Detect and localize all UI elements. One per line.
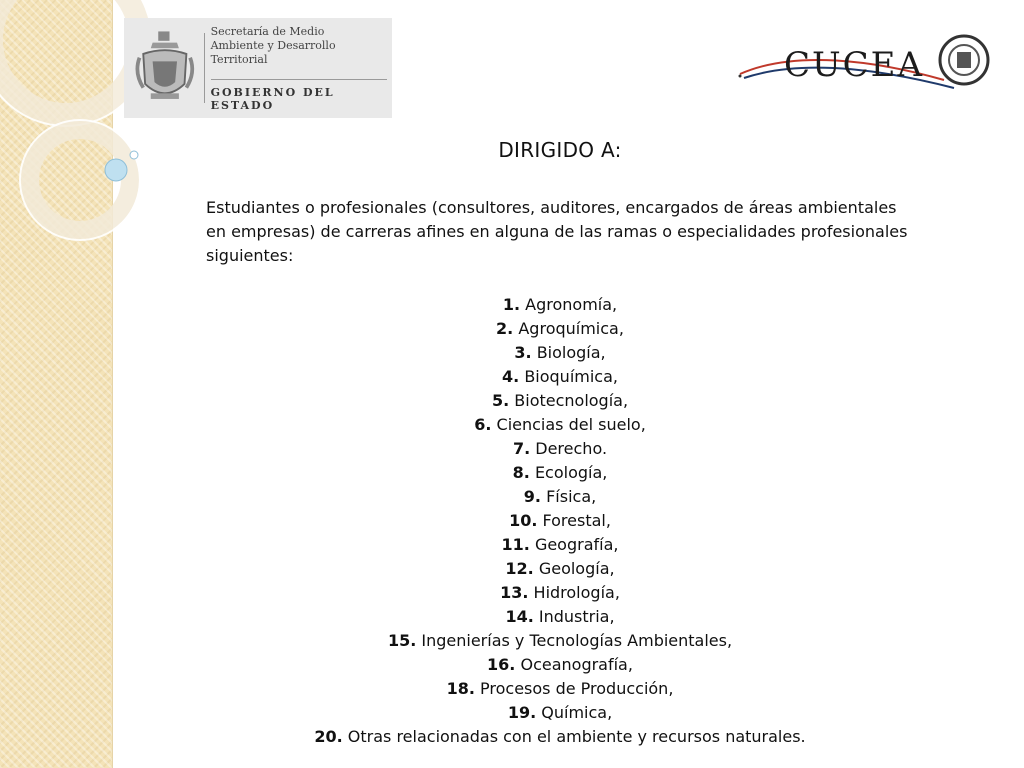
career-name: Ciencias del suelo, bbox=[496, 415, 646, 434]
career-name: Hidrología, bbox=[533, 583, 620, 602]
career-name: Biotecnología, bbox=[514, 391, 629, 410]
career-number: 13. bbox=[500, 583, 529, 602]
cucea-wordmark: CUCEA bbox=[784, 45, 925, 85]
career-name: Química, bbox=[541, 703, 613, 722]
government-logo bbox=[124, 18, 392, 118]
career-number: 11. bbox=[501, 535, 530, 554]
career-name: Agroquímica, bbox=[518, 319, 624, 338]
career-number: 2. bbox=[496, 319, 514, 338]
career-number: 16. bbox=[487, 655, 516, 674]
career-item bbox=[160, 629, 960, 653]
career-item bbox=[160, 533, 960, 557]
career-name: Geografía, bbox=[534, 535, 619, 554]
career-item bbox=[160, 413, 960, 437]
career-name: Procesos de Producción, bbox=[480, 679, 674, 698]
career-number: 20. bbox=[314, 727, 343, 746]
career-number: 6. bbox=[474, 415, 492, 434]
career-name: Geología, bbox=[538, 559, 615, 578]
career-number: 9. bbox=[523, 487, 541, 506]
career-number: 14. bbox=[505, 607, 534, 626]
career-name: Bioquímica, bbox=[524, 367, 618, 386]
career-number: 5. bbox=[491, 391, 510, 410]
career-item bbox=[160, 581, 960, 605]
secretaria-line-2: Ambiente y Desarrollo Territorial bbox=[210, 38, 336, 66]
career-name: Oceanografía, bbox=[520, 655, 633, 674]
career-name: Forestal, bbox=[542, 511, 611, 530]
career-number: 12. bbox=[505, 559, 534, 578]
career-item bbox=[160, 293, 960, 317]
career-name: Industria, bbox=[538, 607, 615, 626]
career-item bbox=[160, 485, 960, 509]
logo-rule bbox=[211, 79, 387, 80]
career-number: 7. bbox=[512, 439, 531, 458]
career-name: Ecología, bbox=[534, 463, 608, 482]
career-item bbox=[160, 461, 960, 485]
page-title: DIRIGIDO A: bbox=[498, 138, 622, 162]
career-item bbox=[160, 437, 960, 461]
career-item bbox=[160, 341, 960, 365]
career-number: 18. bbox=[446, 679, 475, 698]
cucea-logo bbox=[734, 30, 996, 94]
career-item bbox=[160, 365, 960, 389]
career-number: 8. bbox=[512, 463, 530, 482]
career-item bbox=[160, 725, 960, 749]
career-name: Otras relacionadas con el ambiente y recursos naturales. bbox=[347, 727, 806, 746]
career-number: 10. bbox=[509, 511, 538, 530]
career-item bbox=[160, 701, 960, 725]
career-name: Agronomía, bbox=[525, 295, 618, 314]
career-number: 1. bbox=[502, 295, 521, 314]
career-item bbox=[160, 389, 960, 413]
career-name: Física, bbox=[546, 487, 597, 506]
gobierno-label: GOBIERNO DEL ESTADO bbox=[210, 85, 335, 112]
decorative-side-band bbox=[0, 0, 113, 768]
career-item bbox=[160, 653, 960, 677]
secretaria-line-1: Secretaría de Medio bbox=[210, 24, 325, 38]
career-item bbox=[160, 677, 960, 701]
logo-divider bbox=[204, 33, 205, 103]
career-name: Ingenierías y Tecnologías Ambientales, bbox=[421, 631, 733, 650]
career-item bbox=[160, 557, 960, 581]
career-name: Derecho. bbox=[535, 439, 608, 458]
career-item bbox=[160, 605, 960, 629]
career-name: Biología, bbox=[536, 343, 606, 362]
career-number: 3. bbox=[514, 343, 532, 362]
career-number: 15. bbox=[387, 631, 417, 650]
career-number: 4. bbox=[502, 367, 520, 386]
career-item bbox=[160, 509, 960, 533]
careers-list bbox=[160, 293, 960, 749]
state-seal-icon bbox=[132, 23, 198, 113]
intro-paragraph: Estudiantes o profesionales (consultores, auditores, encargados de áreas ambientales en empresas) de carreras afines en alguna de las ramas o especialidades profesionales siguientes: bbox=[206, 198, 908, 265]
career-number: 19. bbox=[507, 703, 537, 722]
career-item bbox=[160, 317, 960, 341]
